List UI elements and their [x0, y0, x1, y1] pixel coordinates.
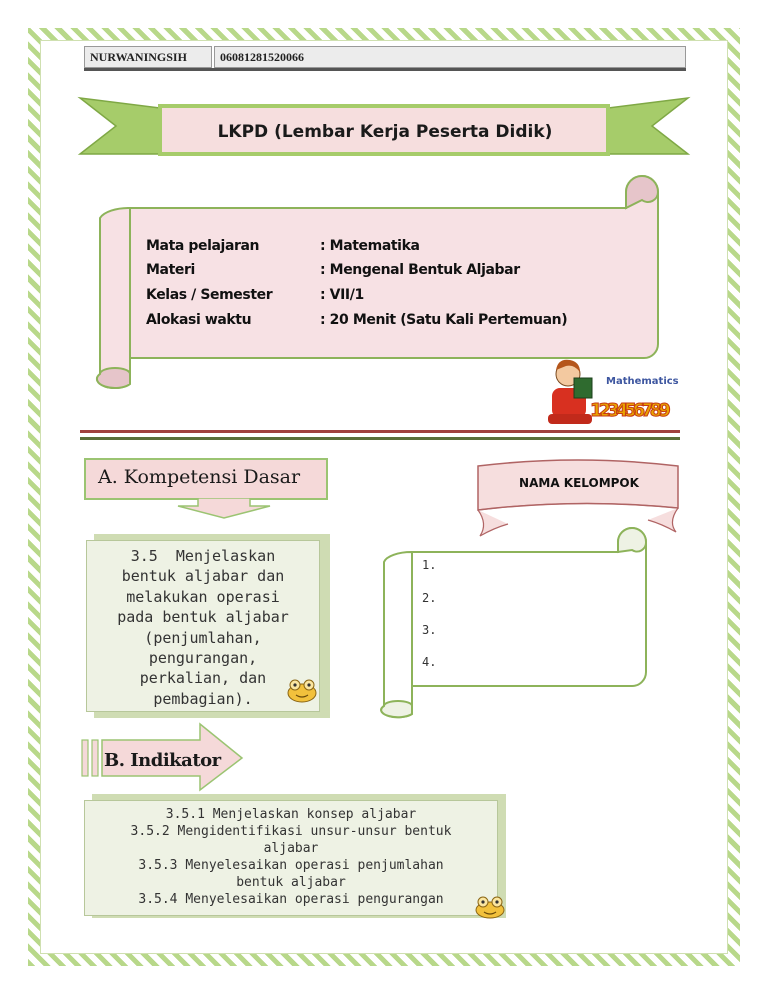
- info-value: : VII/1: [320, 287, 364, 303]
- info-value: : Mengenal Bentuk Aljabar: [320, 262, 520, 278]
- divider-red: [80, 430, 680, 433]
- author-name: NURWANINGSIH: [84, 46, 212, 68]
- divider-green: [80, 437, 680, 440]
- section-a-heading: A. Kompetensi Dasar: [98, 466, 301, 488]
- group-item: 3.: [422, 623, 437, 637]
- mathematics-label: Mathematics: [606, 376, 679, 387]
- competency-line: pembagian).: [153, 689, 253, 708]
- section-b-heading: B. Indikator: [104, 750, 221, 771]
- indicator-line: 3.5.3 Menyelesaikan operasi penjumlahan: [138, 858, 444, 873]
- competency-line: melakukan operasi: [126, 587, 280, 606]
- competency-line: 3.5 Menjelaskan: [130, 547, 276, 565]
- indicator-line: bentuk aljabar: [236, 875, 346, 890]
- indicator-line: 3.5.1 Menjelaskan konsep aljabar: [165, 807, 417, 822]
- competency-line: bentuk aljabar dan: [121, 567, 285, 586]
- competency-line: pengurangan,: [148, 649, 258, 668]
- info-value: : 20 Menit (Satu Kali Pertemuan): [320, 312, 568, 328]
- info-key: Kelas / Semester: [146, 287, 273, 303]
- indicator-line: aljabar: [263, 841, 319, 856]
- author-phone: 06081281520066: [214, 46, 686, 68]
- header-rule: [84, 68, 686, 71]
- info-value: : Matematika: [320, 238, 420, 254]
- indicator-line: 3.5.4 Menyelesaikan operasi pengurangan: [138, 892, 444, 907]
- mathematics-mascot: [544, 356, 682, 428]
- competency-line: perkalian, dan: [139, 669, 267, 688]
- competency-line: pada bentuk aljabar: [117, 608, 289, 627]
- down-arrow-icon: [176, 498, 272, 520]
- competency-line: (penjumlahan,: [144, 628, 262, 647]
- digits-label: 123456789: [590, 400, 667, 421]
- group-scroll: [380, 522, 652, 720]
- indicator-line: 3.5.2 Mengidentifikasi unsur-unsur bentuk: [130, 824, 452, 839]
- frog-icon: [286, 676, 318, 704]
- competency-text: [88, 546, 318, 709]
- page-title: LKPD (Lembar Kerja Peserta Didik): [217, 122, 553, 142]
- group-item: 4.: [422, 655, 437, 669]
- info-key: Alokasi waktu: [146, 312, 252, 328]
- frog-icon: [474, 894, 506, 920]
- info-key: Materi: [146, 262, 195, 278]
- group-item: 1.: [422, 558, 437, 572]
- group-item: 2.: [422, 591, 437, 605]
- indicator-text: [86, 806, 496, 908]
- info-key: Mata pelajaran: [146, 238, 260, 254]
- group-heading: NAMA KELOMPOK: [519, 476, 639, 490]
